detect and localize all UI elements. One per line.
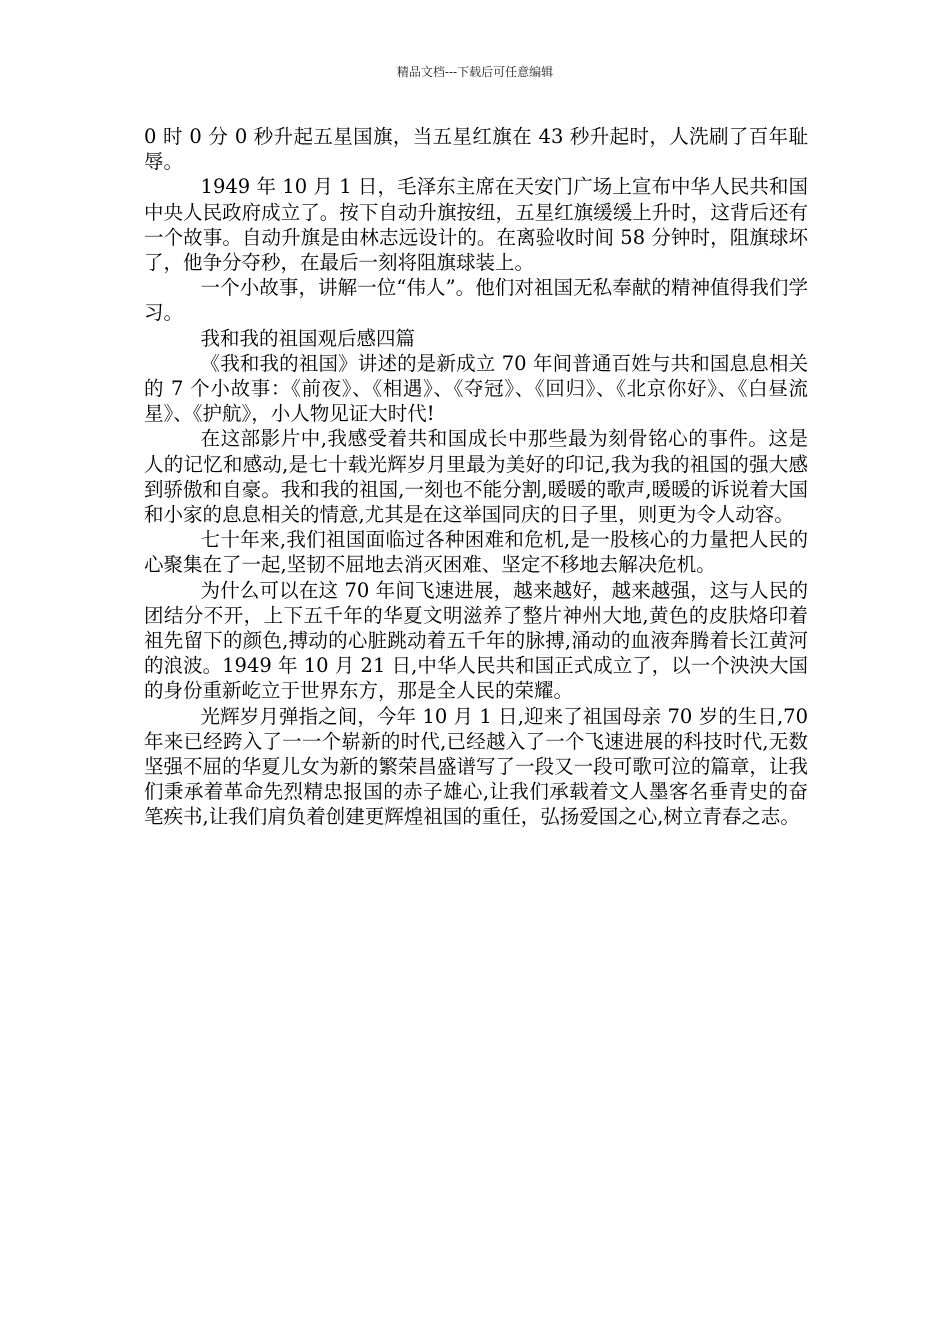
paragraph-glorious-years: 光辉岁月弹指之间，今年 10 月 1 日,迎来了祖国母亲 70 岁的生日,70 年来已经跨入了一一个崭新的时代,已经越入了一个飞速进展的科技时代,无数坚强不屈的华夏儿女为新的繁荣昌盛谱写了一段又一段可歌可泣的篇章，让我们秉承着革命先烈精忠报国的赤子雄心,让我们承载着文人墨客名垂青史的奋笔疾书,让我们肩负着创建更辉煌祖国的重任，弘扬爱国之心,树立青春之志。 — [144, 704, 808, 829]
paragraph-film-intro: 《我和我的祖国》讲述的是新成立 70 年间普通百姓与共和国息息相关的 7 个小故事：《前夜》、《相遇》、《夺冠》、《回归》、《北京你好》、《白昼流星》、《护航》，小人物见证大时代! — [144, 351, 808, 426]
paragraph-seventy-years: 七十年来,我们祖国面临过各种困难和危机,是一股核心的力量把人民的心聚集在了一起,坚韧不屈地去消灭困难、坚定不移地去解决危机。 — [144, 528, 808, 577]
page-header: 精品文档---下载后可任意编辑 — [396, 65, 554, 79]
paragraph-film-feelings: 在这部影片中,我感受着共和国成长中那些最为刻骨铭心的事件。这是人的记忆和感动,是七十载光辉岁月里最为美好的印记,我为我的祖国的强大感到骄傲和自豪。我和我的祖国,一刻也不能分割,暖暖的歌声,暖暖的诉说着大国和小家的息息相关的情意,尤其是在这举国同庆的日子里，则更为令人动容。 — [144, 427, 808, 527]
section-heading: 我和我的祖国观后感四篇 — [200, 326, 416, 350]
document-body — [144, 124, 808, 830]
paragraph-rapid-development: 为什么可以在这 70 年间飞速进展，越来越好，越来越强，这与人民的团结分不开，上下五千年的华夏文明滋养了整片神州大地,黄色的皮肤烙印着祖先留下的颜色,搏动的心脏跳动着五千年的脉搏,涌动的血液奔腾着长江黄河的浪波。1949 年 10 月 21 日,中华人民共和国正式成立了，以一个泱泱大国的身份重新屹立于世界东方，那是全人民的荣耀。 — [144, 578, 808, 703]
paragraph-small-story: 一个小故事，讲解一位“伟人”。他们对祖国无私奉献的精神值得我们学习。 — [144, 276, 808, 325]
paragraph-flag-raising-continued: 0 时 0 分 0 秒升起五星国旗，当五星红旗在 43 秒升起时，人洗刷了百年耻辱。 — [144, 125, 808, 174]
paragraph-founding-ceremony: 1949 年 10 月 1 日，毛泽东主席在天安门广场上宣布中华人民共和国中央人民政府成立了。按下自动升旗按纽，五星红旗缓缓上升时，这背后还有一个故事。自动升旗是由林志远设计的。在离验收时间 58 分钟时，阻旗球坏了，他争分夺秒，在最后一刻将阻旗球装上。 — [144, 175, 808, 275]
